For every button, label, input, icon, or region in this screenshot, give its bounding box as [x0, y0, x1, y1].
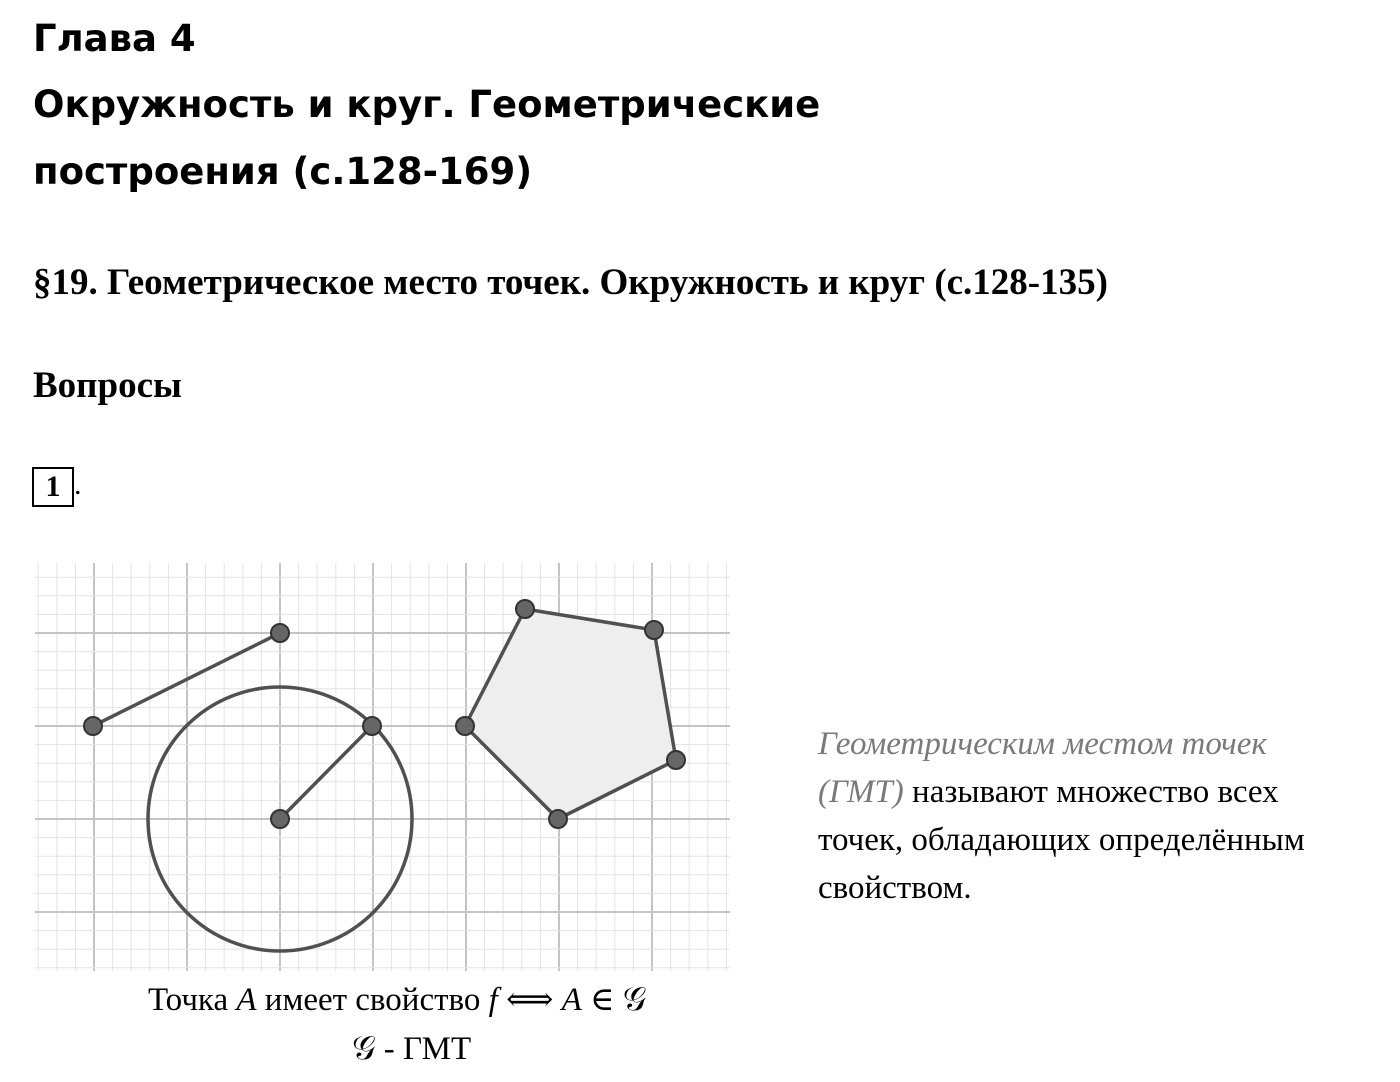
chapter-title: Глава 4	[33, 17, 196, 60]
caption-equivalence: ⟺	[497, 982, 562, 1018]
caption-line-2	[352, 1027, 471, 1071]
chapter-subtitle-line-1: Окружность и круг. Геометрические	[33, 83, 821, 126]
definition-paragraph	[818, 720, 1358, 912]
section-title: §19. Геометрическое место точек. Окружность и круг (с.128-135)	[33, 262, 1108, 303]
definition-text: называют множество всех точек, обладающих определённым свойством.	[818, 774, 1305, 906]
caption-text: Точка	[148, 982, 237, 1018]
circle-center-point	[271, 810, 289, 828]
pentagon-vertex	[516, 600, 534, 618]
definition-term: Геометрическим местом точек (ГМТ)	[818, 726, 1267, 810]
caption-text: имеет свойство	[256, 982, 489, 1018]
segment-endpoint-left	[84, 717, 102, 735]
question-number: 1	[32, 467, 74, 507]
pentagon-vertex	[645, 621, 663, 639]
caption-text: - ГМТ	[375, 1031, 472, 1067]
chapter-subtitle-line-2: построения (с.128-169)	[33, 150, 533, 193]
figure-shapes	[93, 609, 676, 951]
caption-set: 𝒢	[352, 1031, 376, 1067]
question-number-suffix: .	[74, 468, 82, 501]
caption-line-1	[148, 978, 646, 1022]
segment-endpoint-right	[271, 624, 289, 642]
circle-radius-point	[363, 717, 381, 735]
pentagon-vertex	[456, 717, 474, 735]
caption-element-of: ∈	[581, 982, 623, 1018]
pentagon	[465, 609, 676, 819]
caption-point: A	[561, 982, 582, 1018]
pentagon-vertex	[549, 810, 567, 828]
locus-figure	[35, 563, 730, 971]
caption-property: f	[488, 982, 498, 1018]
questions-heading: Вопросы	[33, 365, 182, 406]
pentagon-vertex	[667, 751, 685, 769]
caption-point: A	[236, 982, 257, 1018]
caption-set: 𝒢	[622, 982, 647, 1018]
circle-radius	[280, 726, 372, 819]
